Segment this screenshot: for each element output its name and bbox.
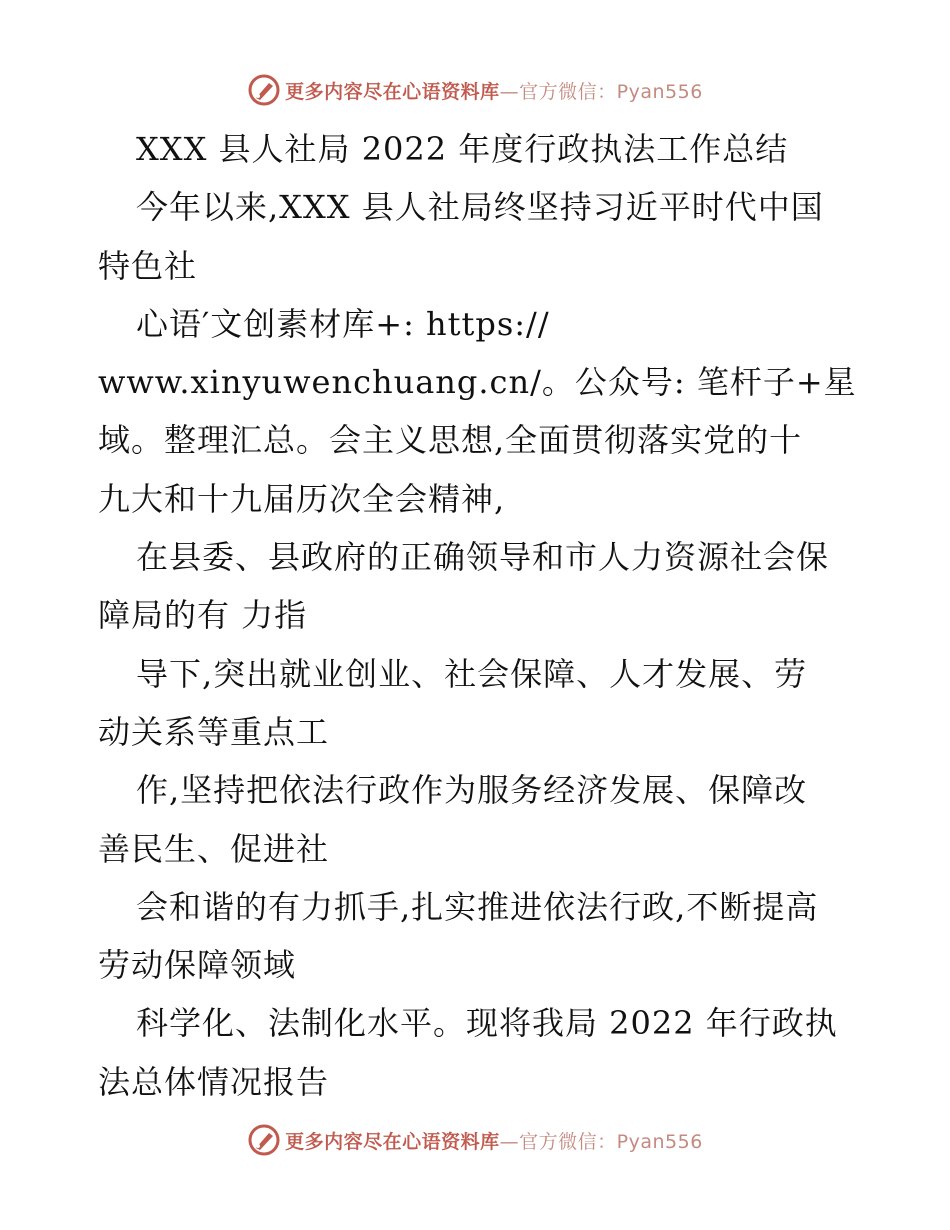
paragraph-line: 域。整理汇总。会主义思想,全面贯彻落实党的十 — [98, 421, 803, 460]
paragraph-line: 科学化、法制化水平。现将我局 2022 年行政执 — [136, 1004, 838, 1043]
paragraph-line: 善民生、促进社 — [98, 829, 330, 868]
paragraph-line: 特色社 — [98, 246, 198, 285]
pen-circle-logo-icon — [247, 1123, 281, 1157]
header-sep: — — [499, 80, 520, 103]
header-brand: 更多内容尽在心语资料库 — [285, 80, 500, 103]
footer-banner — [0, 1120, 950, 1160]
paragraph-line: 导下,突出就业创业、社会保障、人才发展、劳 — [136, 654, 808, 693]
paragraph-line: 会和谐的有力抓手,扎实推进依法行政,不断提高 — [136, 887, 819, 926]
paragraph-line: 法总体情况报告 — [98, 1062, 330, 1101]
paragraph-line: www.xinyuwenchuang.cn/。公众号: 笔杆子+星 — [98, 363, 857, 402]
paragraph-line: 作,坚持把依法行政作为服务经济发展、保障改 — [136, 771, 808, 810]
paragraph-line: 九大和十九届历次全会精神, — [98, 479, 506, 518]
document-body — [98, 120, 858, 1111]
paragraph-line: 今年以来,XXX 县人社局终坚持习近平时代中国 — [136, 188, 824, 227]
paragraph-line: 劳动保障领域 — [98, 946, 297, 985]
footer-banner-text — [285, 1127, 703, 1154]
paragraph-line: 障局的有 力指 — [98, 596, 308, 635]
footer-sep: — — [499, 1130, 520, 1153]
paragraph-line: 在县委、县政府的正确领导和市人力资源社会保 — [136, 538, 830, 577]
footer-contact: 官方微信：Pyan556 — [519, 1130, 703, 1153]
header-banner — [0, 70, 950, 110]
pen-circle-logo-icon — [247, 73, 281, 107]
header-contact: 官方微信：Pyan556 — [519, 80, 703, 103]
header-banner-text — [285, 77, 703, 104]
paragraph-line: 心语′文创素材库+: https:// — [136, 304, 550, 343]
document-title: XXX 县人社局 2022 年度行政执法工作总结 — [136, 130, 789, 168]
paragraph-line: 动关系等重点工 — [98, 712, 330, 751]
footer-brand: 更多内容尽在心语资料库 — [285, 1130, 500, 1153]
